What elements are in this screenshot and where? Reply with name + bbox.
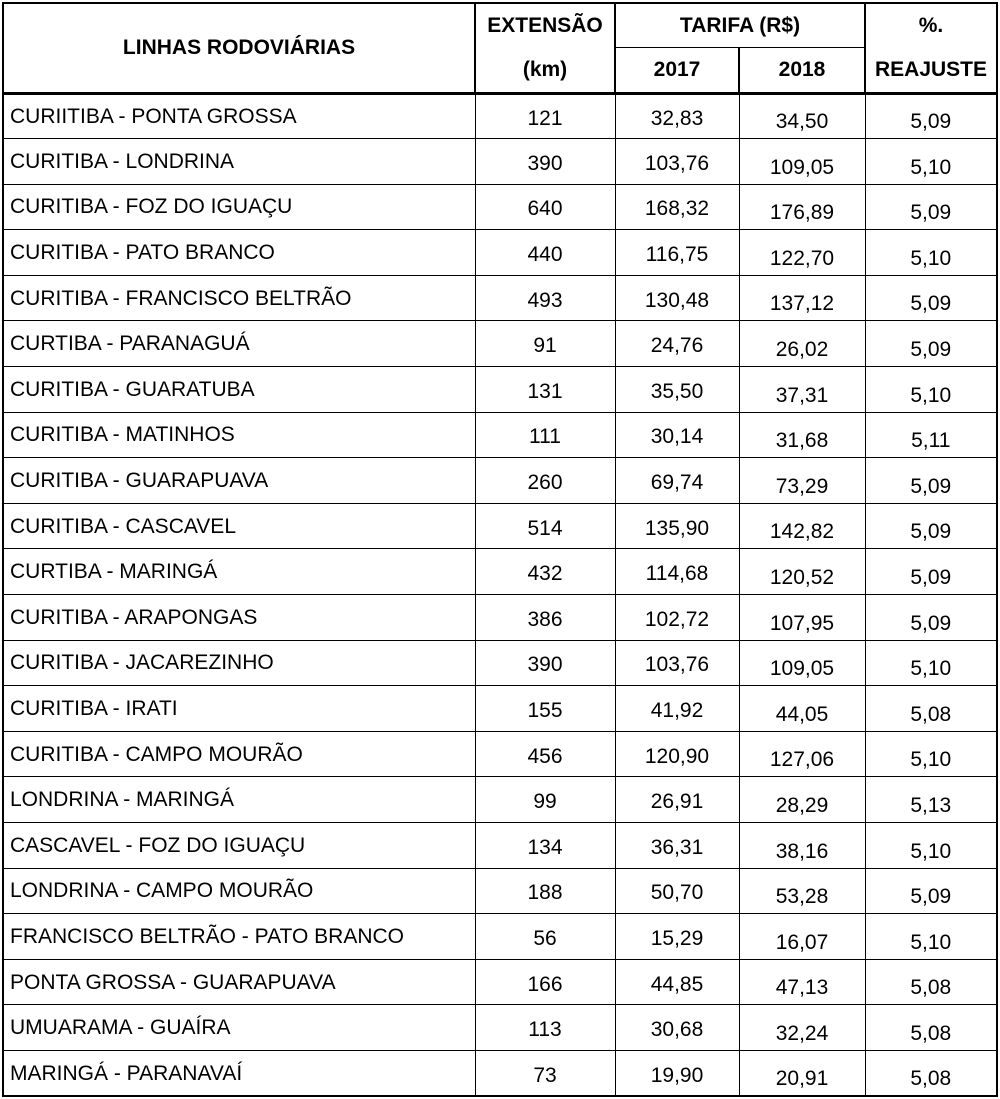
route-cell: CURITIBA - ARAPONGAS xyxy=(3,595,475,641)
extension-km-cell: 56 xyxy=(475,914,615,960)
readjustment-pct-cell: 5,10 xyxy=(865,230,997,276)
table-row xyxy=(3,777,997,823)
tariff-2017-cell: 19,90 xyxy=(615,1050,739,1096)
extension-km-cell: 440 xyxy=(475,230,615,276)
extension-km-cell: 166 xyxy=(475,959,615,1005)
table-body xyxy=(3,93,997,1096)
route-column-header: LINHAS RODOVIÁRIAS xyxy=(3,3,475,93)
tariff-2018-cell: 122,70 xyxy=(739,230,865,276)
table-row xyxy=(3,549,997,595)
tariff-2017-cell: 116,75 xyxy=(615,230,739,276)
route-cell: LONDRINA - CAMPO MOURÃO xyxy=(3,868,475,914)
route-cell: CURTIBA - MARINGÁ xyxy=(3,549,475,595)
tariff-2018-cell: 47,13 xyxy=(739,959,865,1005)
table-row xyxy=(3,139,997,185)
tariff-2018-cell: 44,05 xyxy=(739,686,865,732)
tariff-2017-cell: 36,31 xyxy=(615,823,739,869)
readjustment-pct-cell: 5,08 xyxy=(865,959,997,1005)
route-cell: CURITIBA - IRATI xyxy=(3,686,475,732)
route-cell: CURITIBA - FRANCISCO BELTRÃO xyxy=(3,275,475,321)
tariff-2018-cell: 31,68 xyxy=(739,412,865,458)
tariff-2017-cell: 30,14 xyxy=(615,412,739,458)
route-cell: CURITIBA - CASCAVEL xyxy=(3,503,475,549)
tariff-2018-cell: 26,02 xyxy=(739,321,865,367)
tariff-2017-cell: 26,91 xyxy=(615,777,739,823)
readjustment-pct-cell: 5,10 xyxy=(865,139,997,185)
tariff-2017-cell: 50,70 xyxy=(615,868,739,914)
readjustment-pct-cell: 5,08 xyxy=(865,686,997,732)
route-cell: CURITIBA - CAMPO MOURÃO xyxy=(3,731,475,777)
pct-subtitle-header: REAJUSTE xyxy=(865,47,997,93)
table-row xyxy=(3,275,997,321)
tariff-2017-cell: 135,90 xyxy=(615,503,739,549)
route-cell: CURITIBA - LONDRINA xyxy=(3,139,475,185)
readjustment-pct-cell: 5,09 xyxy=(865,321,997,367)
table-row xyxy=(3,458,997,504)
readjustment-pct-cell: 5,10 xyxy=(865,823,997,869)
tariff-2018-cell: 20,91 xyxy=(739,1050,865,1096)
readjustment-pct-cell: 5,08 xyxy=(865,1050,997,1096)
table-row xyxy=(3,640,997,686)
tariff-2017-cell: 44,85 xyxy=(615,959,739,1005)
tariff-2017-cell: 24,76 xyxy=(615,321,739,367)
table-row xyxy=(3,93,997,139)
tariff-2018-cell: 32,24 xyxy=(739,1005,865,1051)
year-2018-header: 2018 xyxy=(739,47,865,93)
extension-km-cell: 390 xyxy=(475,640,615,686)
extension-km-cell: 188 xyxy=(475,868,615,914)
table-row xyxy=(3,230,997,276)
tariff-2018-cell: 37,31 xyxy=(739,367,865,413)
extension-km-cell: 260 xyxy=(475,458,615,504)
table-row xyxy=(3,959,997,1005)
route-cell: CASCAVEL - FOZ DO IGUAÇU xyxy=(3,823,475,869)
tariff-2018-cell: 73,29 xyxy=(739,458,865,504)
extension-km-cell: 432 xyxy=(475,549,615,595)
table-row xyxy=(3,823,997,869)
route-cell: CURITIBA - GUARAPUAVA xyxy=(3,458,475,504)
tariff-2017-cell: 69,74 xyxy=(615,458,739,504)
tariff-2018-cell: 176,89 xyxy=(739,184,865,230)
pct-column-header: %. xyxy=(865,3,997,47)
route-cell: CURITIBA - FOZ DO IGUAÇU xyxy=(3,184,475,230)
table-row xyxy=(3,686,997,732)
route-cell: CURIITIBA - PONTA GROSSA xyxy=(3,93,475,139)
tariff-2018-cell: 137,12 xyxy=(739,275,865,321)
tariff-group-header: TARIFA (R$) xyxy=(615,3,865,47)
table-row xyxy=(3,1050,997,1096)
extension-km-cell: 91 xyxy=(475,321,615,367)
tariff-2017-cell: 130,48 xyxy=(615,275,739,321)
table-row xyxy=(3,321,997,367)
readjustment-pct-cell: 5,09 xyxy=(865,458,997,504)
route-cell: UMUARAMA - GUAÍRA xyxy=(3,1005,475,1051)
extension-km-cell: 111 xyxy=(475,412,615,458)
route-cell: CURTIBA - PARANAGUÁ xyxy=(3,321,475,367)
readjustment-pct-cell: 5,10 xyxy=(865,731,997,777)
tariff-2018-cell: 107,95 xyxy=(739,595,865,641)
readjustment-pct-cell: 5,10 xyxy=(865,640,997,686)
table-row xyxy=(3,914,997,960)
tariff-2018-cell: 53,28 xyxy=(739,868,865,914)
readjustment-pct-cell: 5,09 xyxy=(865,93,997,139)
table-row xyxy=(3,1005,997,1051)
table-row xyxy=(3,412,997,458)
extension-km-cell: 99 xyxy=(475,777,615,823)
extension-km-cell: 386 xyxy=(475,595,615,641)
extension-km-cell: 134 xyxy=(475,823,615,869)
tariff-2017-cell: 15,29 xyxy=(615,914,739,960)
readjustment-pct-cell: 5,09 xyxy=(865,549,997,595)
readjustment-pct-cell: 5,10 xyxy=(865,914,997,960)
readjustment-pct-cell: 5,09 xyxy=(865,868,997,914)
route-cell: LONDRINA - MARINGÁ xyxy=(3,777,475,823)
table-header xyxy=(3,3,997,93)
tariff-2017-cell: 168,32 xyxy=(615,184,739,230)
table-row xyxy=(3,731,997,777)
route-cell: CURITIBA - PATO BRANCO xyxy=(3,230,475,276)
extension-km-cell: 514 xyxy=(475,503,615,549)
route-cell: MARINGÁ - PARANAVAÍ xyxy=(3,1050,475,1096)
readjustment-pct-cell: 5,09 xyxy=(865,503,997,549)
table-row xyxy=(3,367,997,413)
tariff-2017-cell: 30,68 xyxy=(615,1005,739,1051)
extension-km-cell: 121 xyxy=(475,93,615,139)
tariff-2017-cell: 35,50 xyxy=(615,367,739,413)
tariff-2017-cell: 102,72 xyxy=(615,595,739,641)
extension-km-cell: 390 xyxy=(475,139,615,185)
tariff-2017-cell: 103,76 xyxy=(615,640,739,686)
year-2017-header: 2017 xyxy=(615,47,739,93)
tariff-2018-cell: 38,16 xyxy=(739,823,865,869)
readjustment-pct-cell: 5,11 xyxy=(865,412,997,458)
table-row xyxy=(3,503,997,549)
bus-fare-table xyxy=(2,2,998,1097)
tariff-2018-cell: 120,52 xyxy=(739,549,865,595)
route-cell: CURITIBA - MATINHOS xyxy=(3,412,475,458)
extension-km-cell: 640 xyxy=(475,184,615,230)
readjustment-pct-cell: 5,13 xyxy=(865,777,997,823)
tariff-2018-cell: 34,50 xyxy=(739,93,865,139)
readjustment-pct-cell: 5,09 xyxy=(865,275,997,321)
tariff-2018-cell: 28,29 xyxy=(739,777,865,823)
readjustment-pct-cell: 5,10 xyxy=(865,367,997,413)
tariff-2017-cell: 120,90 xyxy=(615,731,739,777)
tariff-2017-cell: 41,92 xyxy=(615,686,739,732)
tariff-2018-cell: 142,82 xyxy=(739,503,865,549)
extension-km-cell: 131 xyxy=(475,367,615,413)
extension-km-cell: 73 xyxy=(475,1050,615,1096)
tariff-2018-cell: 109,05 xyxy=(739,640,865,686)
tariff-2017-cell: 103,76 xyxy=(615,139,739,185)
extension-km-cell: 113 xyxy=(475,1005,615,1051)
route-cell: FRANCISCO BELTRÃO - PATO BRANCO xyxy=(3,914,475,960)
extension-km-cell: 456 xyxy=(475,731,615,777)
extension-column-header: EXTENSÃO xyxy=(475,3,615,47)
table-row xyxy=(3,868,997,914)
extension-unit-header: (km) xyxy=(475,47,615,93)
tariff-2018-cell: 16,07 xyxy=(739,914,865,960)
readjustment-pct-cell: 5,09 xyxy=(865,184,997,230)
route-cell: PONTA GROSSA - GUARAPUAVA xyxy=(3,959,475,1005)
extension-km-cell: 493 xyxy=(475,275,615,321)
readjustment-pct-cell: 5,08 xyxy=(865,1005,997,1051)
tariff-2018-cell: 109,05 xyxy=(739,139,865,185)
table-row xyxy=(3,595,997,641)
tariff-2017-cell: 114,68 xyxy=(615,549,739,595)
tariff-2017-cell: 32,83 xyxy=(615,93,739,139)
readjustment-pct-cell: 5,09 xyxy=(865,595,997,641)
route-cell: CURITIBA - GUARATUBA xyxy=(3,367,475,413)
tariff-2018-cell: 127,06 xyxy=(739,731,865,777)
table-row xyxy=(3,184,997,230)
route-cell: CURITIBA - JACAREZINHO xyxy=(3,640,475,686)
extension-km-cell: 155 xyxy=(475,686,615,732)
